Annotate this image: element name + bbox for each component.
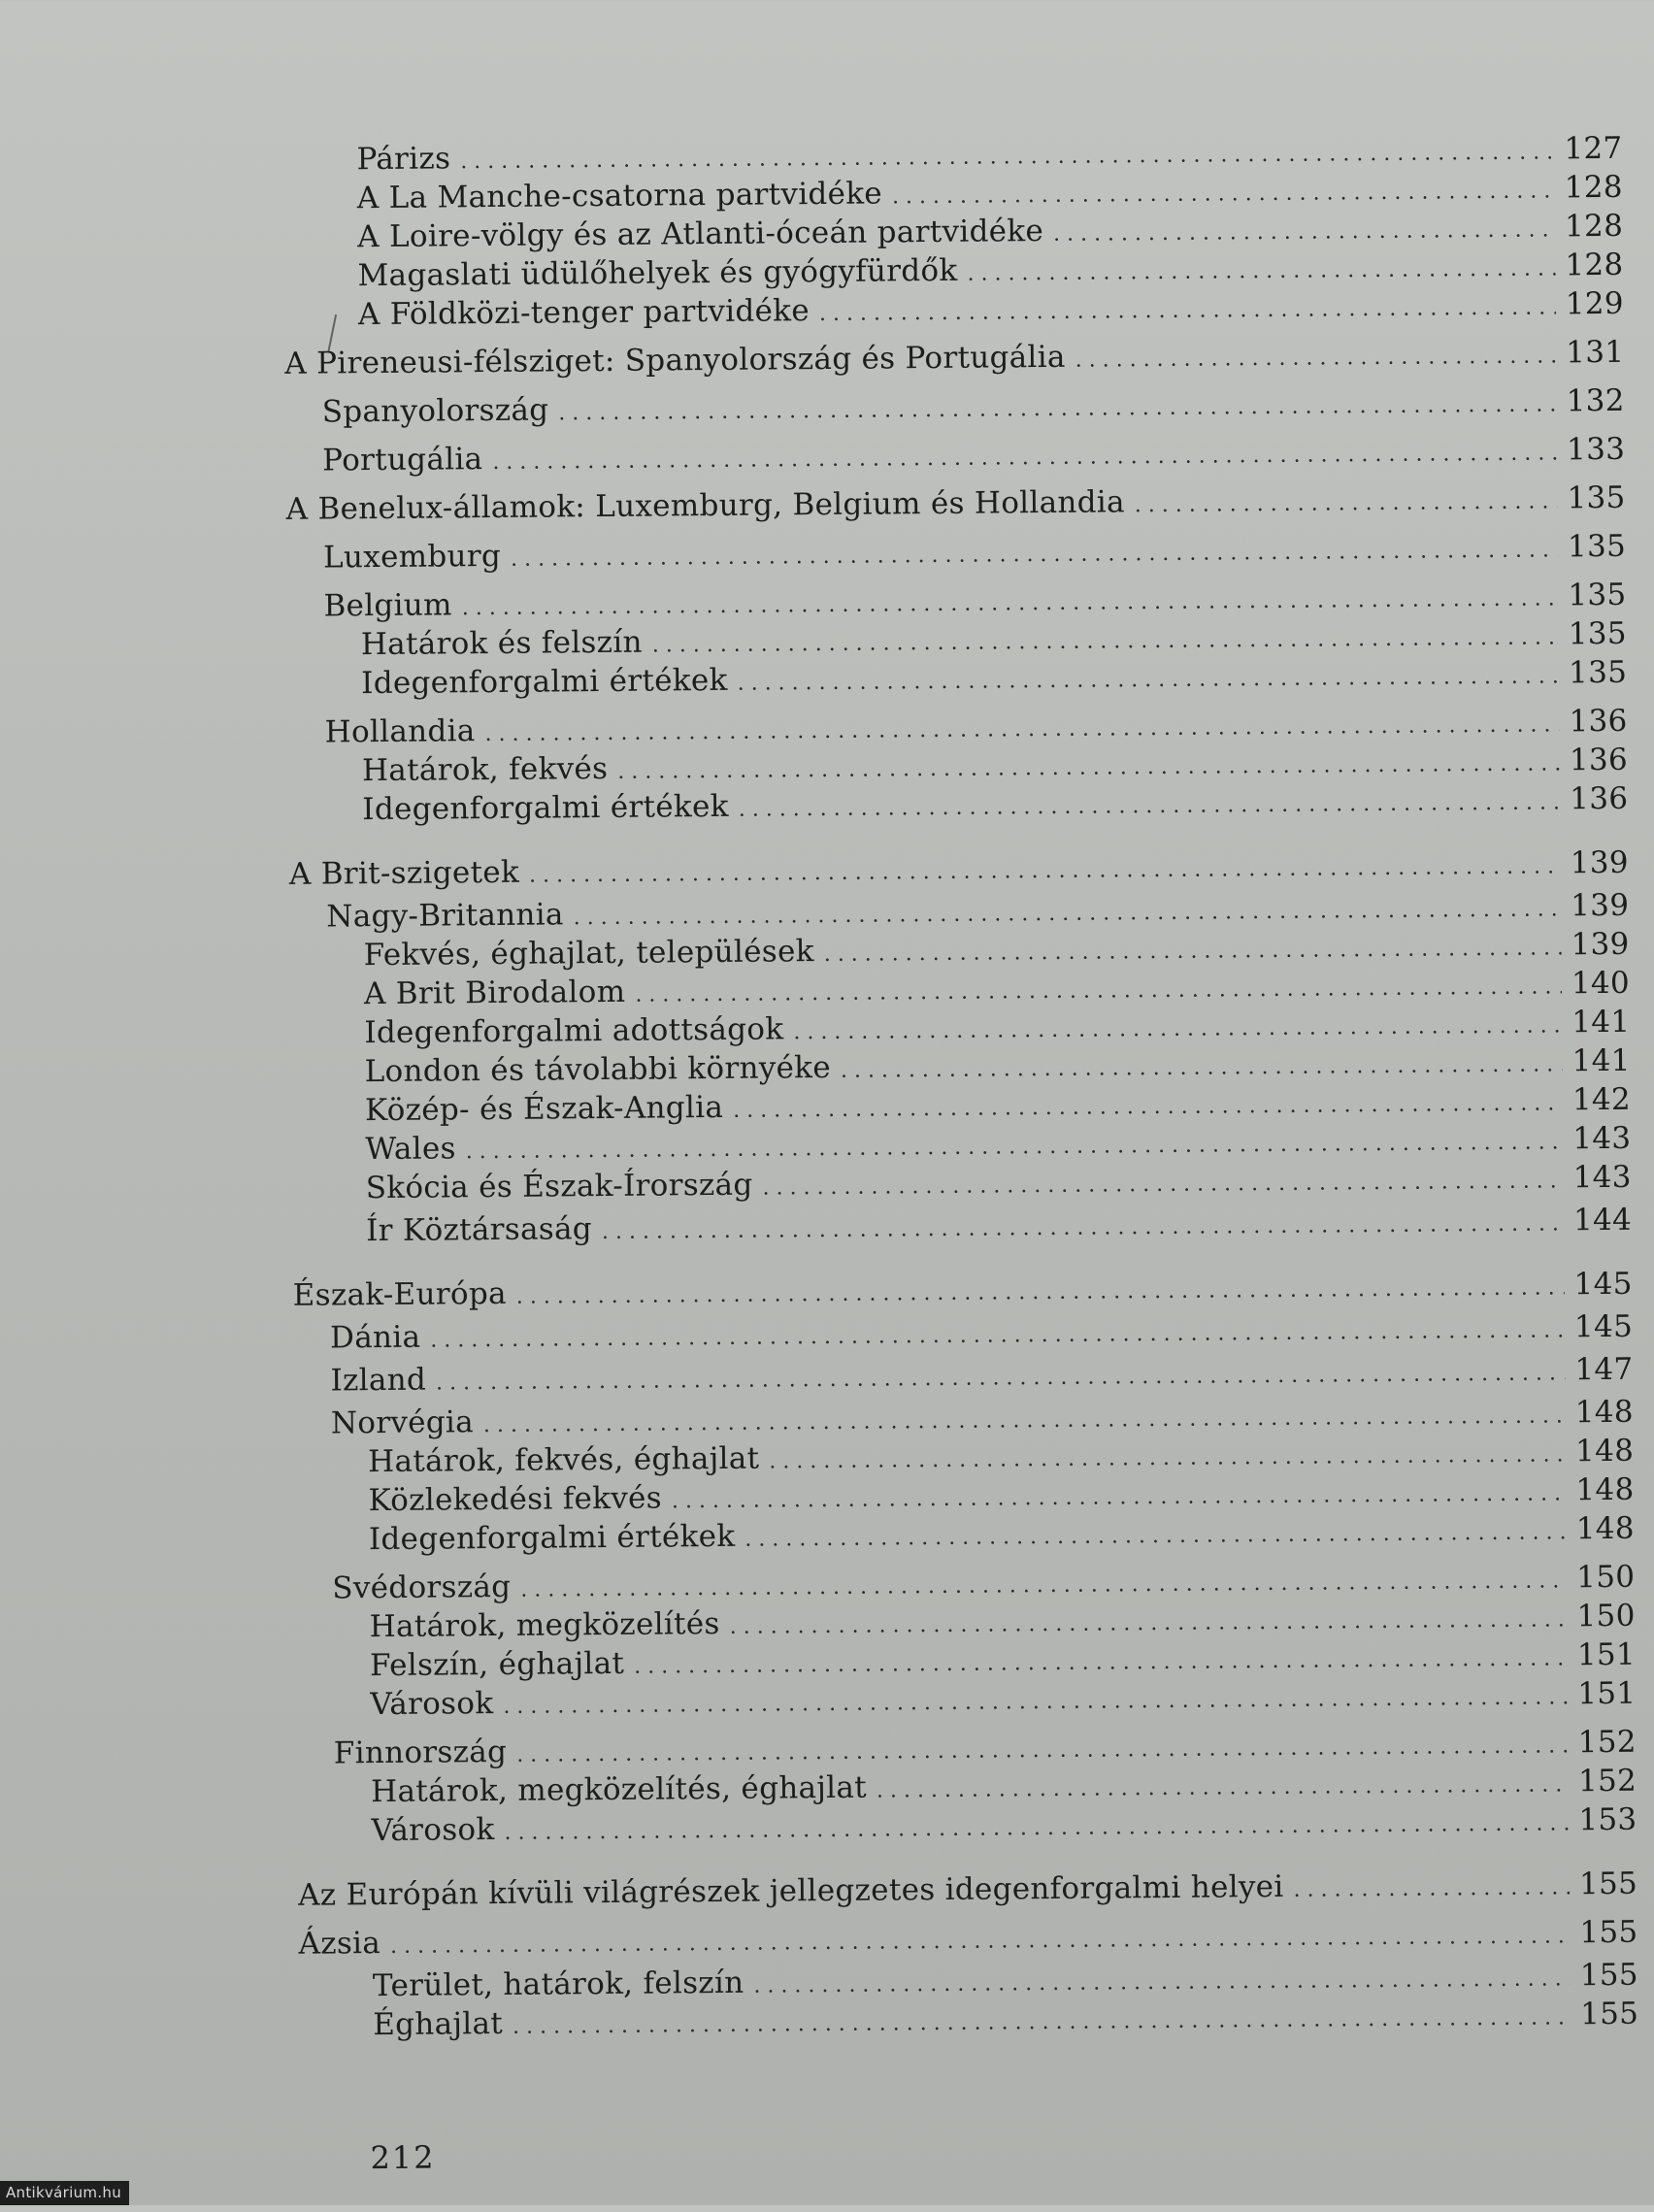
toc-entry-title: A Benelux-államok: Luxemburg, Belgium és Hollandia [285,484,1125,527]
toc-entry-page: 148 [1574,1433,1635,1469]
toc-entry-title: Belgium [323,587,452,624]
toc-entry-page: 155 [1579,1996,1639,2032]
toc-entry-title: Idegenforgalmi értékek [368,1518,736,1558]
toc-entry-title: Terület, határok, felszín [372,1964,744,2004]
toc-entry-title: A La Manche-csatorna partvidéke [356,176,883,216]
toc-entry-page: 155 [1579,1914,1638,1951]
dot-leader [892,172,1555,216]
toc-entry-title: Hollandia [324,713,476,750]
toc-entry-page: 144 [1572,1202,1633,1238]
toc-entry-title: Határok, megközelítés [369,1605,720,1645]
toc-entry-title: Norvégia [330,1404,475,1441]
toc-entry-title: Felszín, éghajlat [369,1645,625,1684]
toc-entry-title: Határok, megközelítés, éghajlat [371,1769,868,1810]
toc-entry-page: 152 [1577,1724,1637,1761]
toc-entry-page: 135 [1567,528,1627,565]
toc-entry-title: Az Európán kívüli világrészek jellegzetes idegenforgalmi helyei [297,1868,1284,1913]
toc-entry-title: Finnország [333,1733,508,1771]
toc-entry-page: 135 [1568,577,1627,613]
toc-entry-title: Határok, fekvés [361,750,609,789]
dot-leader [819,288,1556,334]
toc-entry-page: 136 [1569,742,1629,778]
table-of-contents [282,129,1638,2045]
dot-leader [1293,1868,1570,1909]
toc-entry-page: 139 [1571,926,1630,963]
toc-entry-title: Ír Köztársaság [365,1211,593,1249]
toc-entry-page: 136 [1569,703,1628,740]
toc-entry-page: 131 [1566,334,1625,371]
toc-entry-page: 145 [1573,1266,1633,1303]
toc-entry-title: Közlekedési fekvés [368,1480,663,1519]
dot-leader [1135,482,1558,525]
toc-entry-page: 135 [1568,615,1627,652]
toc-entry-title: A Pireneusi-félsziget: Spanyolország és Portugália [284,339,1066,381]
toc-entry-title: Határok és felszín [360,624,643,663]
toc-entry-title: Portugália [322,442,483,479]
dot-leader [877,1766,1570,1810]
toc-entry-page: 128 [1565,247,1624,283]
toc-entry-page: 152 [1577,1763,1637,1799]
toc-entry-page: 133 [1566,431,1626,468]
toc-entry-page: 128 [1564,208,1624,245]
toc-entry-title: Párizs [356,141,451,178]
toc-entry-title: Wales [365,1131,456,1168]
toc-entry-page: 148 [1575,1510,1636,1547]
toc-entry-page: 153 [1578,1801,1637,1838]
toc-entry-title: A Földközi-tenger partvidéke [357,293,810,333]
dot-leader [841,1045,1563,1090]
dot-leader [1053,211,1555,254]
toc-entry-page: 129 [1565,285,1625,322]
toc-entry-page: 135 [1568,654,1628,691]
toc-entry-page: 151 [1577,1675,1637,1712]
dot-leader [967,249,1555,293]
toc-entry-title: Ázsia [298,1926,381,1962]
toc-entry-page: 142 [1571,1081,1632,1118]
dot-leader [737,657,1559,703]
toc-entry-title: Idegenforgalmi adottságok [364,1011,784,1051]
toc-entry-page: 151 [1576,1636,1637,1673]
watermark: Antikvárium.hu [0,2181,129,2205]
toc-entry-page: 141 [1571,1004,1631,1040]
toc-entry-title: Spanyolország [321,392,549,430]
toc-entry-title: Határok, fekvés, éghajlat [368,1440,760,1480]
toc-entry-page: 132 [1566,382,1625,419]
toc-entry-page: 155 [1579,1957,1639,1994]
toc-entry-title: Idegenforgalmi értékek [362,788,729,828]
toc-entry-title: A Loire-völgy és az Atlanti-óceán partvidéke [357,214,1044,255]
toc-entry-title: Városok [370,1686,494,1723]
toc-entry-page: 143 [1572,1159,1632,1196]
dot-leader [739,783,1561,829]
toc-entry-page: 128 [1564,169,1623,206]
dot-leader [513,1998,1571,2047]
toc-entry-page: 139 [1570,844,1630,881]
toc-entry-title: Luxemburg [322,538,502,576]
dot-leader [762,1162,1564,1207]
toc-entry-title: Izland [330,1362,427,1399]
dot-leader [793,1007,1562,1052]
toc-entry-title: Nagy-Britannia [326,897,564,935]
toc-entry-title: London és távolabbi környéke [364,1049,832,1090]
toc-entry-page: 136 [1570,780,1629,817]
toc-entry-page: 127 [1564,130,1623,167]
toc-entry-title: Észak-Európa [292,1275,507,1313]
toc-entry-title: Svédország [332,1568,512,1606]
toc-entry-page: 141 [1571,1042,1631,1079]
toc-entry-page: 150 [1576,1559,1636,1596]
toc-entry-page: 145 [1573,1308,1634,1345]
toc-entry-title: Dánia [329,1319,421,1356]
toc-entry-page: 139 [1571,887,1630,924]
toc-entry-page: 135 [1567,479,1626,516]
toc-entry-page: 143 [1572,1120,1632,1157]
toc-entry-title: Közép- és Észak-Anglia [364,1089,724,1129]
page-number-folio: 212 [370,2138,436,2177]
toc-entry-title: A Brit-szigetek [288,854,520,892]
toc-entry-title: Idegenforgalmi értékek [361,662,728,702]
toc-entry-page: 147 [1574,1351,1634,1388]
toc-entry [282,129,1622,180]
toc-entry-title: Magaslati üdülőhelyek és gyógyfürdők [357,252,958,294]
toc-entry-title: Skócia és Észak-Írország [365,1167,753,1206]
toc-entry-title: Éghajlat [373,2005,504,2043]
toc-entry-title: Fekvés, éghajlat, települések [363,934,814,974]
toc-entry-page: 155 [1578,1865,1638,1902]
dot-leader [1075,337,1557,380]
toc-entry-page: 140 [1571,965,1631,1002]
dot-leader [824,929,1562,974]
toc-entry-title: A Brit Birodalom [363,974,626,1012]
toc-entry-page: 148 [1574,1394,1634,1431]
toc-entry-page: 150 [1576,1598,1636,1634]
toc-entry-title: Városok [371,1812,495,1849]
dot-leader [744,1513,1567,1559]
toc-entry-page: 148 [1575,1471,1635,1508]
